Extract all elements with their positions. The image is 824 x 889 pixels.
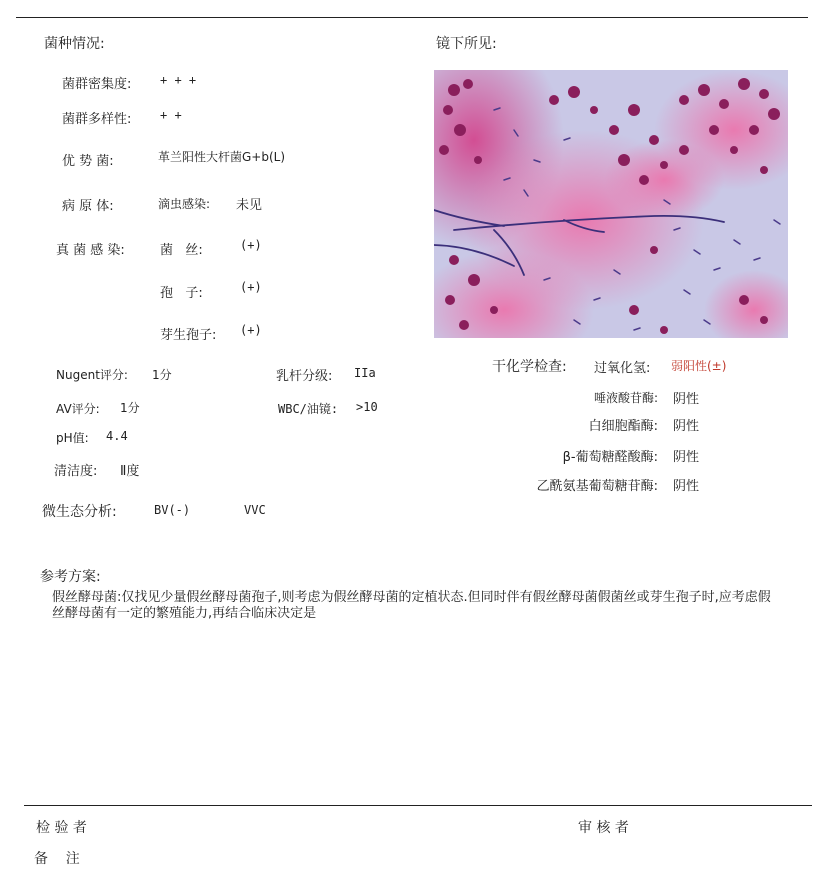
dry-chem-value-2: 阴性	[673, 419, 700, 434]
dry-chem-label-2: 白细胞酯酶:	[588, 419, 658, 434]
dry-chem-label-4: 乙酰氨基葡萄糖苷酶:	[536, 479, 658, 494]
wbc-value: >10	[356, 400, 378, 414]
dry-chem-value-3: 阴性	[673, 450, 700, 465]
dry-chem-value-1: 阴性	[673, 392, 700, 407]
fungal-label: 真 菌 感 染:	[56, 243, 125, 258]
dry-chem-value-0: 弱阳性(±)	[671, 359, 727, 373]
microecology-label: 微生态分析:	[42, 504, 117, 520]
lactobacillus-label: 乳杆分级:	[276, 369, 333, 384]
bv-value: BV(-)	[154, 503, 191, 517]
microscope-title: 镜下所见:	[436, 36, 497, 52]
cleanliness-value: Ⅱ度	[120, 464, 140, 479]
dry-chem-label-1: 唾液酸苷酶:	[593, 391, 658, 405]
diversity-value: + +	[160, 108, 182, 122]
reference-text: 假丝酵母菌:仅找见少量假丝酵母菌孢子,则考虑为假丝酵母菌的定植状态.但同时伴有假丝酵母菌假菌丝或芽生孢子时,应考虑假丝酵母菌有一定的繁殖能力,再结合临床决定是	[52, 590, 771, 621]
spore-label: 孢 子:	[160, 286, 203, 301]
hyphae-label: 菌 丝:	[160, 243, 203, 258]
wbc-label: WBC/油镜:	[278, 402, 339, 416]
dominant-label: 优 势 菌:	[62, 154, 114, 169]
pathogen-label: 病 原 体:	[62, 199, 114, 214]
top-rule	[16, 17, 808, 18]
hyphae-value: (+)	[240, 238, 262, 252]
reference-title: 参考方案:	[40, 569, 101, 585]
density-label: 菌群密集度:	[62, 77, 132, 92]
nugent-value: 1分	[152, 368, 172, 382]
dry-chem-label-0: 过氧化氢:	[594, 361, 651, 376]
vvc-value: VVC	[244, 503, 266, 517]
spore-value: (+)	[240, 280, 262, 294]
strain-title: 菌种情况:	[44, 36, 105, 52]
dry-chem-value-4: 阴性	[673, 479, 700, 494]
diversity-label: 菌群多样性:	[62, 112, 132, 127]
dry-chem-title: 干化学检查:	[492, 359, 567, 375]
cleanliness-label: 清洁度:	[54, 464, 98, 479]
reviewer-label: 审 核 者	[578, 820, 629, 836]
ph-label: pH值:	[56, 431, 89, 445]
ph-value: 4.4	[106, 429, 128, 443]
bottom-rule	[24, 805, 812, 806]
remarks-label: 备 注	[34, 851, 80, 867]
dominant-value: 革兰阳性大杆菌G+b(L)	[158, 150, 286, 164]
density-value: + + +	[160, 73, 197, 87]
av-value: 1分	[120, 401, 140, 415]
nugent-label: Nugent评分:	[56, 368, 128, 382]
trichomonas-value: 未见	[236, 198, 263, 213]
av-label: AV评分:	[56, 402, 100, 416]
budding-value: (+)	[240, 323, 262, 337]
dry-chem-label-3: β-葡萄糖醛酸酶:	[562, 450, 658, 465]
trichomonas-label: 滴虫感染:	[158, 197, 211, 211]
microscope-image	[434, 70, 788, 338]
lactobacillus-value: IIa	[354, 366, 376, 380]
budding-label: 芽生孢子:	[160, 328, 217, 343]
inspector-label: 检 验 者	[36, 820, 87, 836]
